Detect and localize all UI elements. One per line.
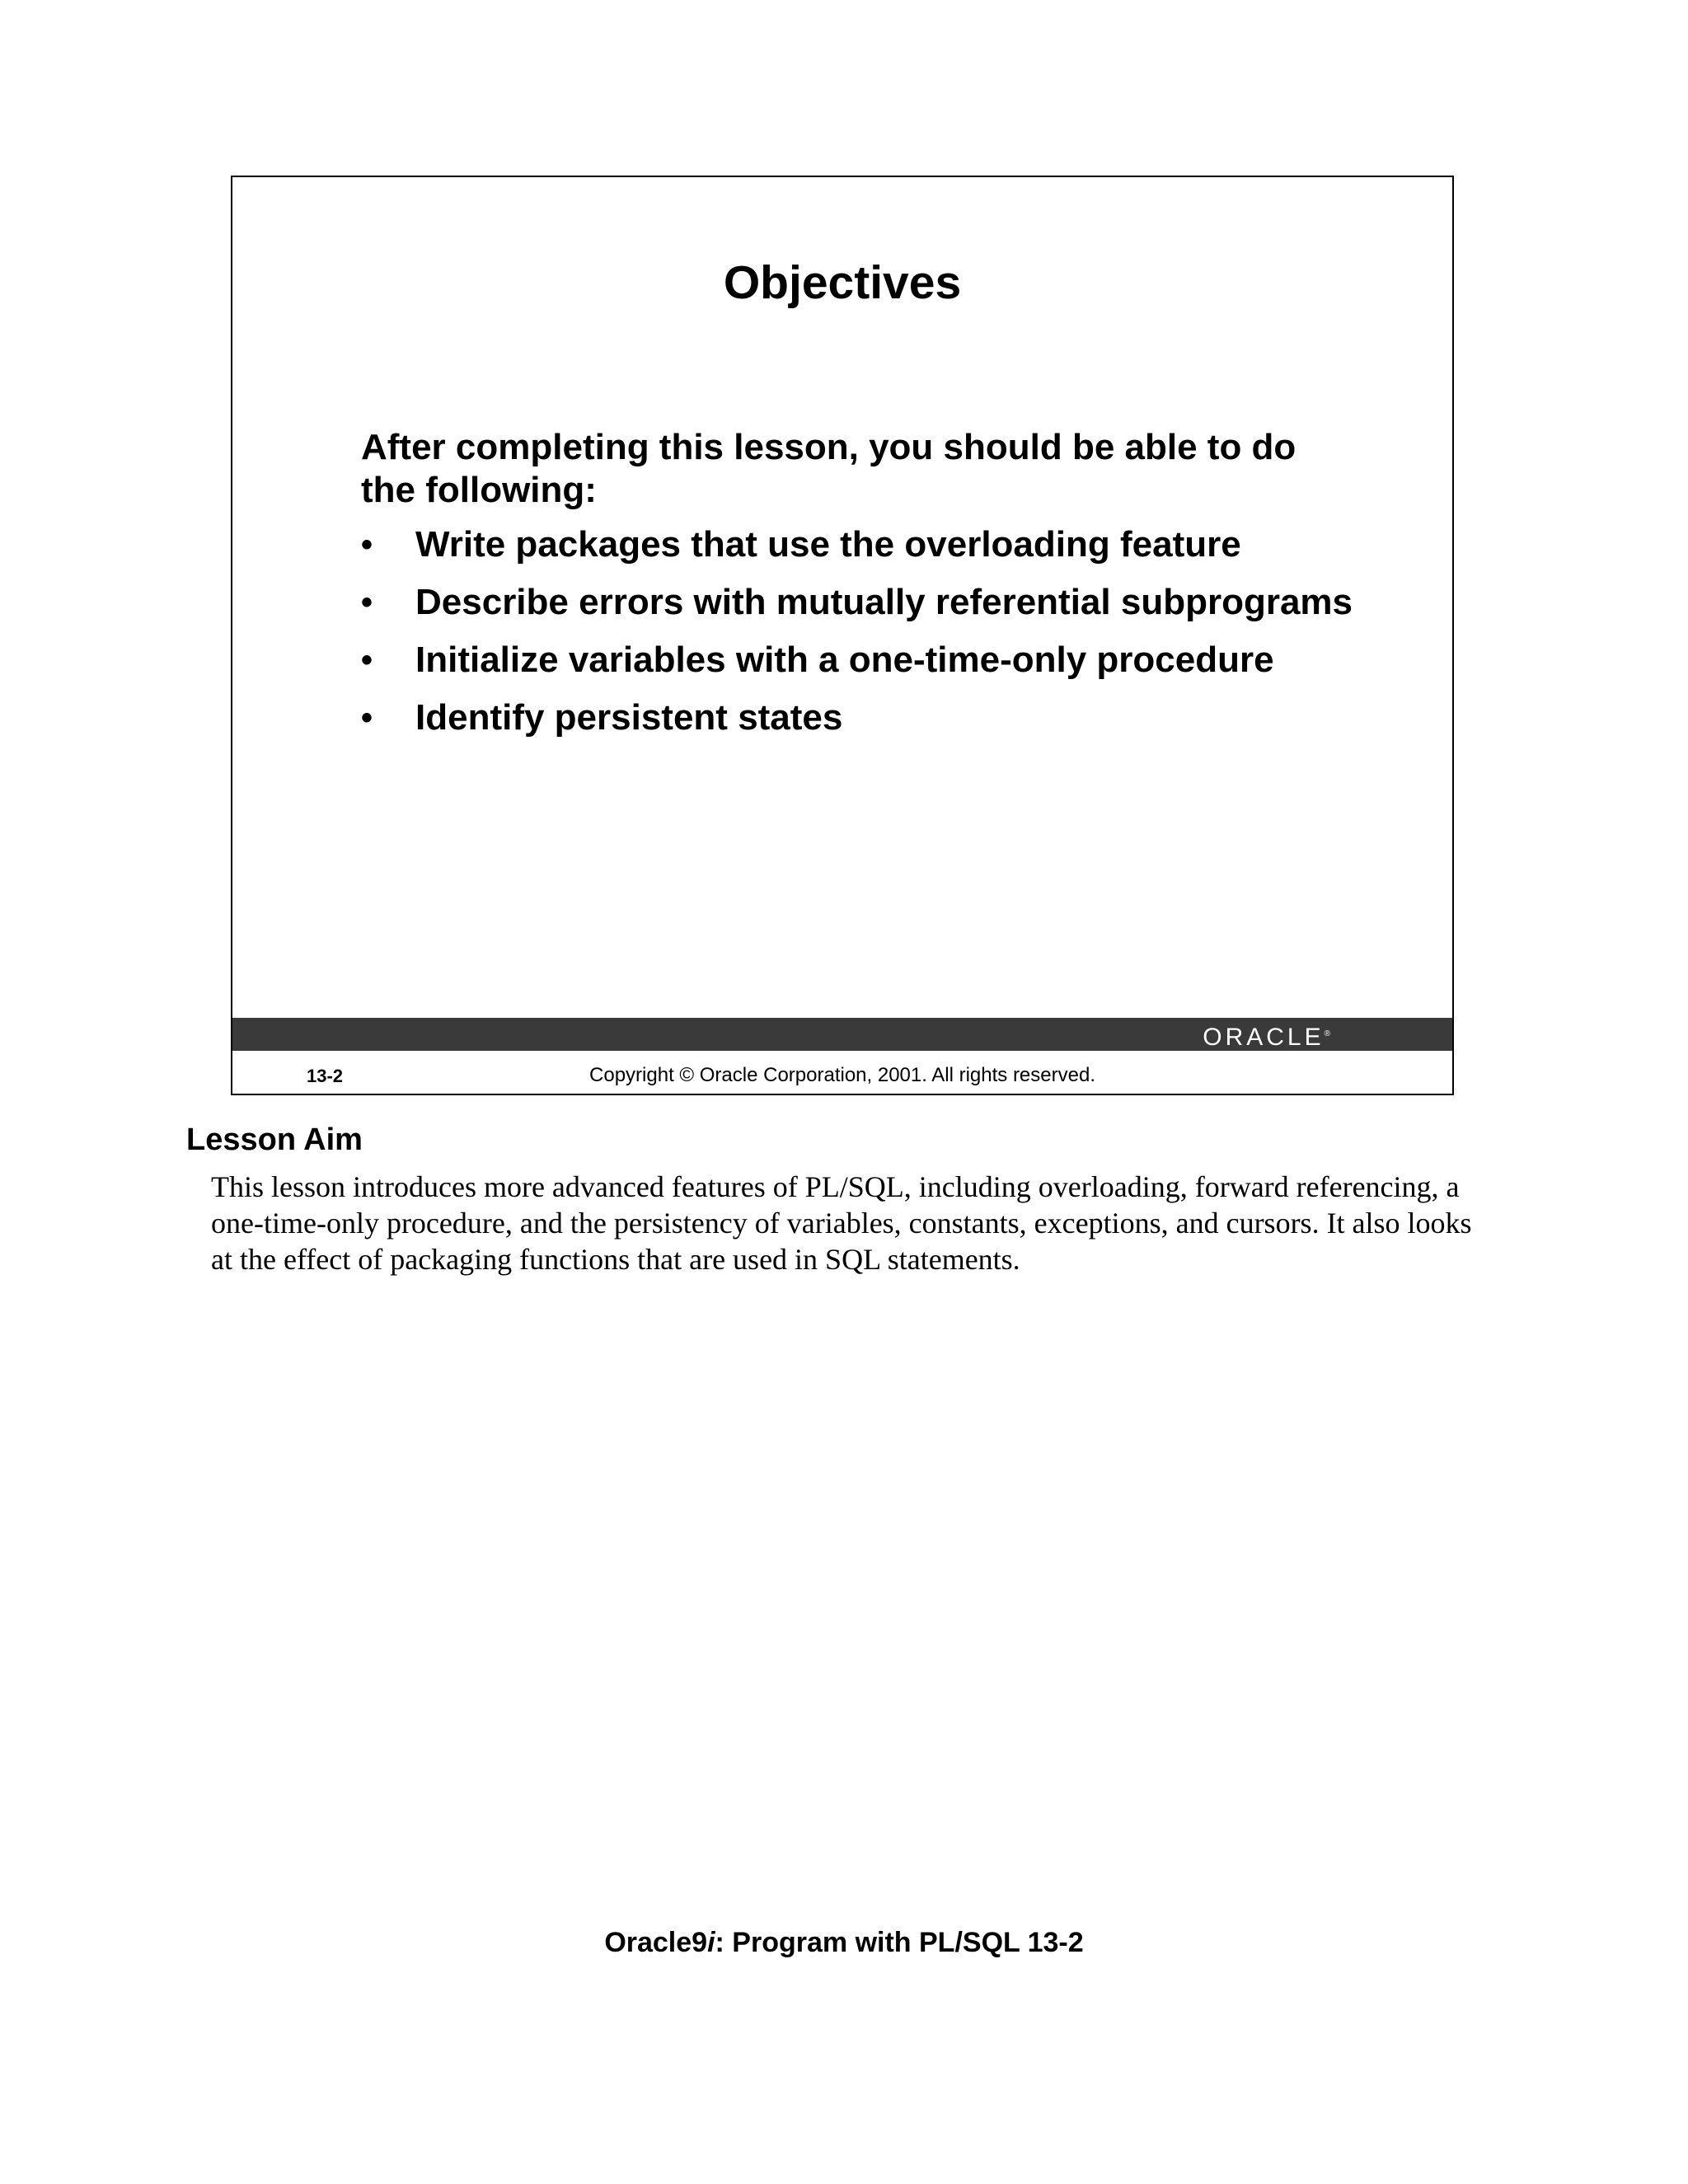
objective-text: Write packages that use the overloading feature [415,524,1241,565]
objective-text: Initialize variables with a one-time-only procedure [415,640,1274,680]
slide-number: 13-2 [307,1066,344,1086]
bullet-icon: • [361,584,373,621]
objective-text: Describe errors with mutually referential subprograms [415,582,1353,622]
page-footer: Oracle9i: Program with PL/SQL 13-2 [604,1927,1084,1958]
oracle-footer-bar [232,1018,1452,1051]
slide-copyright: Copyright © Oracle Corporation, 2001. All rights reserved. [589,1064,1095,1086]
bullet-icon: • [361,642,373,678]
section-heading: Lesson Aim [186,1122,363,1157]
objective-item [361,696,1391,739]
slide-frame [231,176,1454,1095]
objective-text: Identify persistent states [415,697,843,738]
objective-item [361,523,1391,566]
bullet-icon: • [361,527,373,563]
slide-title: Objectives [723,256,962,309]
slide-intro: After completing this lesson, you should be able to do the following: [361,427,1296,510]
oracle-logo: ORACLE® [1203,1024,1330,1051]
objective-item [361,581,1391,624]
bullet-icon: • [361,700,373,736]
objective-item [361,639,1391,682]
objectives-list [361,523,1391,754]
lesson-aim-text: This lesson introduces more advanced features of PL/SQL, including overloading, forward referencing, a one-time-only procedure, and the persistency of variables, constants, exceptions, and cursors. It also looks at the effect of packaging functions that are used in SQL statements. [211,1170,1472,1276]
